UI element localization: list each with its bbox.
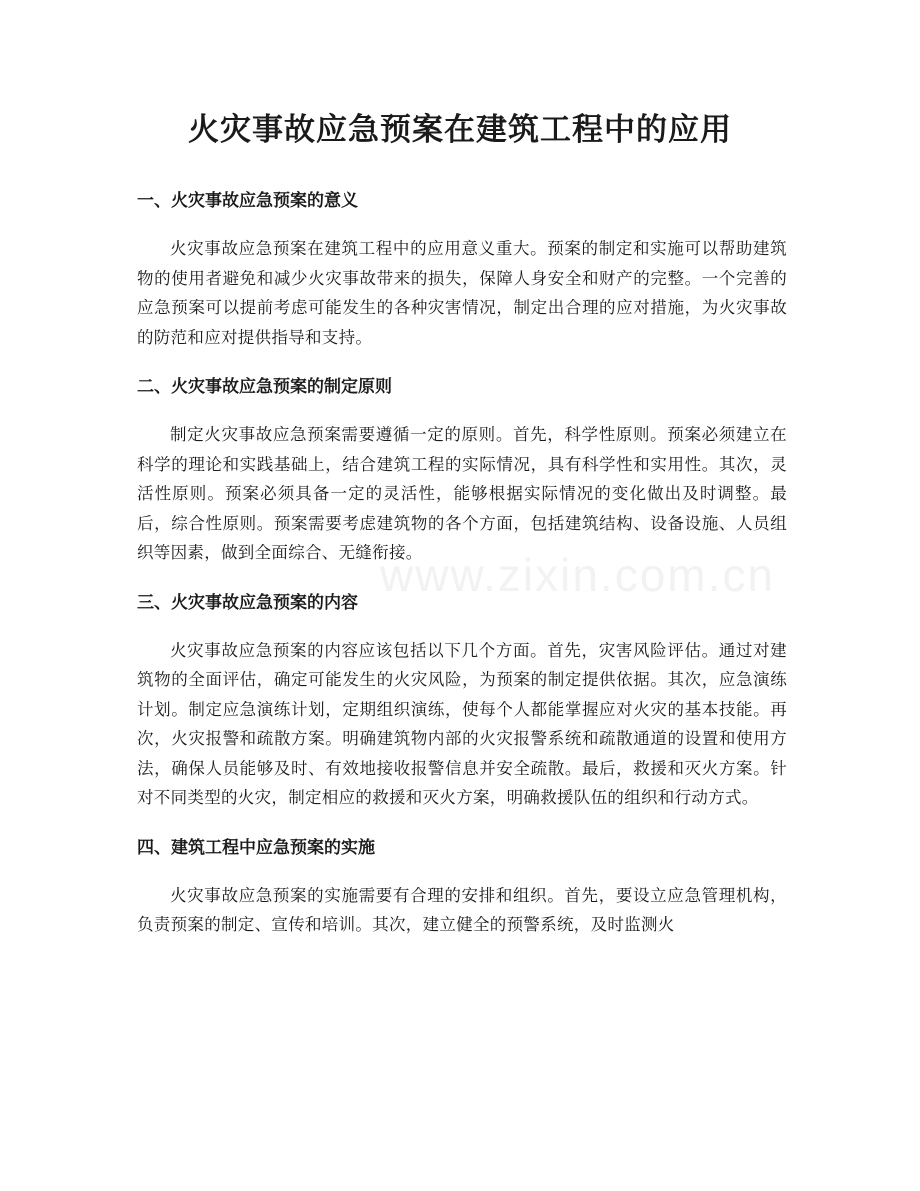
section-paragraph: 火灾事故应急预案的实施需要有合理的安排和组织。首先，要设立应急管理机构，负责预案的制定、宣传和培训。其次，建立健全的预警系统，及时监测火 [137, 885, 787, 934]
watermark: www.zixin.com.cn [380, 549, 775, 601]
section-heading: 三、火灾事故应急预案的内容 [137, 592, 358, 613]
section-4 [137, 833, 787, 940]
section-paragraph: 火灾事故应急预案的内容应该包括以下几个方面。首先，灾害风险评估。通过对建筑物的全面评估，确定可能发生的火灾风险，为预案的制定提供依据。其次，应急演练计划。制定应急演练计划，定期组织演练，使每个人都能掌握应对火灾的基本技能。再次，火灾报警和疏散方案。明确建筑物内部的火灾报警系统和疏散通道的设置和使用方法，确保人员能够及时、有效地接收报警信息并安全疏散。最后，救援和灭火方案。针对不同类型的火灾，制定相应的救援和灭火方案，明确救援队伍的组织和行动方式。 [137, 640, 787, 807]
section-3 [137, 588, 787, 813]
document-title: 火灾事故应急预案在建筑工程中的应用 [188, 112, 732, 148]
section-paragraph: 制定火灾事故应急预案需要遵循一定的原则。首先，科学性原则。预案必须建立在科学的理论和实践基础上，结合建筑工程的实际情况，具有科学性和实用性。其次，灵活性原则。预案必须具备一定的灵活性，能够根据实际情况的变化做出及时调整。最后，综合性原则。预案需要考虑建筑物的各个方面，包括建筑结构、设备设施、人员组织等因素，做到全面综合、无缝衔接。 [137, 425, 787, 562]
section-2 [137, 372, 787, 568]
section-paragraph: 火灾事故应急预案在建筑工程中的应用意义重大。预案的制定和实施可以帮助建筑物的使用者避免和减少火灾事故带来的损失，保障人身安全和财产的完整。一个完善的应急预案可以提前考虑可能发生的各种灾害情况，制定出合理的应对措施，为火灾事故的防范和应对提供指导和支持。 [137, 239, 787, 347]
section-1 [137, 186, 787, 352]
section-heading: 四、建筑工程中应急预案的实施 [137, 837, 375, 858]
document-body [137, 186, 787, 960]
section-heading: 二、火灾事故应急预案的制定原则 [137, 377, 392, 397]
section-heading: 一、火灾事故应急预案的意义 [137, 191, 358, 211]
